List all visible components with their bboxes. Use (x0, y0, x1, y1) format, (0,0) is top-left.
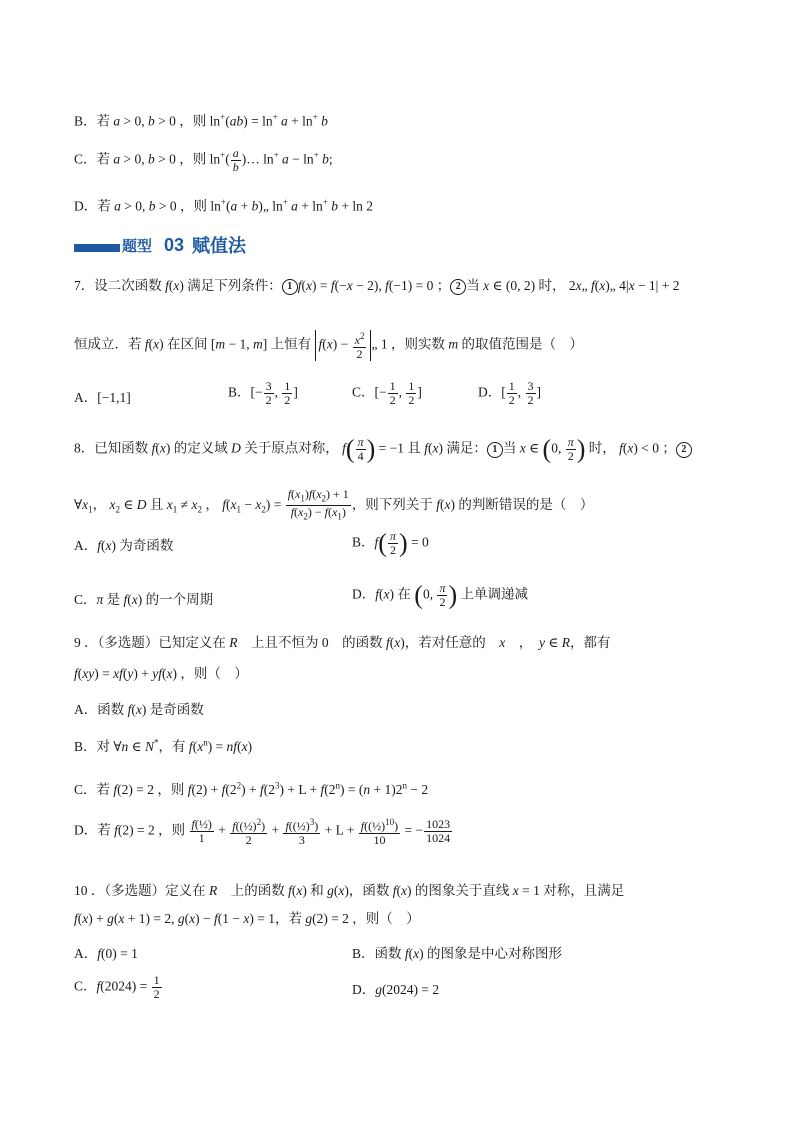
section-bar (74, 244, 120, 252)
prev-option-c: C．若 a > 0, b > 0 ，则 ln+( $\frac{a}{b}$ )… ln+ a − ln+ b; (74, 145, 333, 174)
section-header (74, 234, 246, 256)
section-label: 题型 (122, 237, 153, 255)
q7-line1: 7．设二次函数 f(x) 满足下列条件： 1 f(x) = f(−x − 2), f(−1) = 0 ； 2 当 x ∈ (0, 2) 时， 2x„ f(x)„ 4|x − 1| + 2 (74, 278, 680, 293)
q7-option-b[interactable]: B．[− $\frac{3}{2}$ , $\frac{1}{2}$ ] (228, 379, 298, 407)
q8-option-c[interactable]: C．π 是 f(x) 的一个周期 (74, 592, 214, 607)
q9-line1: 9 ．（多选题）已知定义在 R 上且不恒为 0 的函数 f(x)，若对任意的 x ， y ∈ R，都有 (74, 635, 611, 650)
section-title: 赋值法 (192, 236, 247, 256)
prev-option-b: B．若 a > 0, b > 0 ，则 ln+(ab) = ln+ a + ln+ b (74, 112, 328, 129)
q9-option-c[interactable]: C．若 f(2) = 2 ，则 $f(2) + f(2^2) + f(2^3) + L + f(2^n) = (n + 1)2^n - 2$ (74, 780, 429, 797)
q7-number: 7． (74, 278, 95, 293)
q8-line1: 8．已知函数 f(x) 的定义域 D 关于原点对称， f( $\frac{\pi}{4}$ ) = −1 且 f(x) 满足： 1 当 x ∈ (0, $\frac{\pi}{2}$ ) 时， f(x) < 0 ； 2 (74, 436, 692, 463)
q10-line2: f(x) + g(x + 1) = 2, g(x) − f(1 − x) = 1，若 g(2) = 2 ，则（ ） (74, 911, 420, 926)
q10-option-c[interactable]: C．f(2024) = $\frac{1}{2}$ (74, 973, 160, 1001)
circle-1-icon: 1 (282, 279, 298, 295)
q10-line1: 10 ．（多选题）定义在 R 上的函数 f(x) 和 g(x)，函数 f(x) 的图象关于直线 x = 1 对称，且满足 (74, 883, 625, 898)
q9-line2: f(xy) = xf(y) + yf(x) ，则（ ） (74, 666, 248, 681)
q9-option-d[interactable]: D．若 f(2) = 2 ，则 $\frac{\text{f(½)}}{1}$ + $\frac{f((\frac{1}{2})^2)}{2}$ + $\frac{f((\frac{1}{2})^3)}{3}$ + L + $\frac{f((\frac{1}{2})^{10})}{10}$ = − $\frac{1023}{1024}$ (74, 817, 451, 847)
q8-option-d[interactable]: D．f(x) 在 (0, $\frac{\pi}{2}$ ) 上单调递减 (352, 580, 528, 610)
q10-option-d[interactable]: D．g(2024) = 2 (352, 982, 440, 997)
q7-line2: 恒成立．若 f(x) 在区间 [m − 1, m] 上恒有 f(x) − $\frac{x^2}{2}$ „ 1 ，则实数 m 的取值范围是（ ） (74, 331, 583, 361)
q8-line2: $\forall x_1$， $x_2$ ∈ D 且 $x_1 \ne x_2$ ， $f(x_1 - x_2)$ = $\frac{f(x_1)f(x_2) + 1}{f(x_2) - f(x_1)}$ ，则下列关于 f(x) 的判断错误的是（ ） (74, 487, 594, 522)
prev-option-d: D．若 a > 0, b > 0 ，则 ln+(a + b)„ ln+ a + ln+ b + ln 2 (74, 197, 373, 214)
q9-option-b[interactable]: B．对 ∀n ∈ N*，有 $f(x^n) = nf(x)$ (74, 737, 253, 754)
q9-option-a[interactable]: A．函数 f(x) 是奇函数 (74, 702, 204, 717)
q7-option-a[interactable]: A．[−1,1] (74, 390, 131, 405)
q8-option-a[interactable]: A．f(x) 为奇函数 (74, 538, 174, 553)
q8-option-b[interactable]: B．f( $\frac{\pi}{2}$ ) = 0 (352, 528, 429, 558)
option-letter: B (74, 113, 84, 129)
q10-option-a[interactable]: A．f(0) = 1 (74, 946, 138, 961)
circle-1-icon: 1 (487, 442, 503, 458)
circle-2-icon: 2 (676, 442, 692, 458)
section-number: 03 (164, 234, 185, 255)
q10-option-b[interactable]: B．函数 f(x) 的图象是中心对称图形 (352, 946, 563, 961)
circle-2-icon: 2 (450, 279, 466, 295)
q7-option-c[interactable]: C．[− $\frac{1}{2}$ , $\frac{1}{2}$ ] (352, 379, 422, 407)
q7-option-d[interactable]: D．[ $\frac{1}{2}$ , $\frac{3}{2}$ ] (478, 379, 541, 407)
